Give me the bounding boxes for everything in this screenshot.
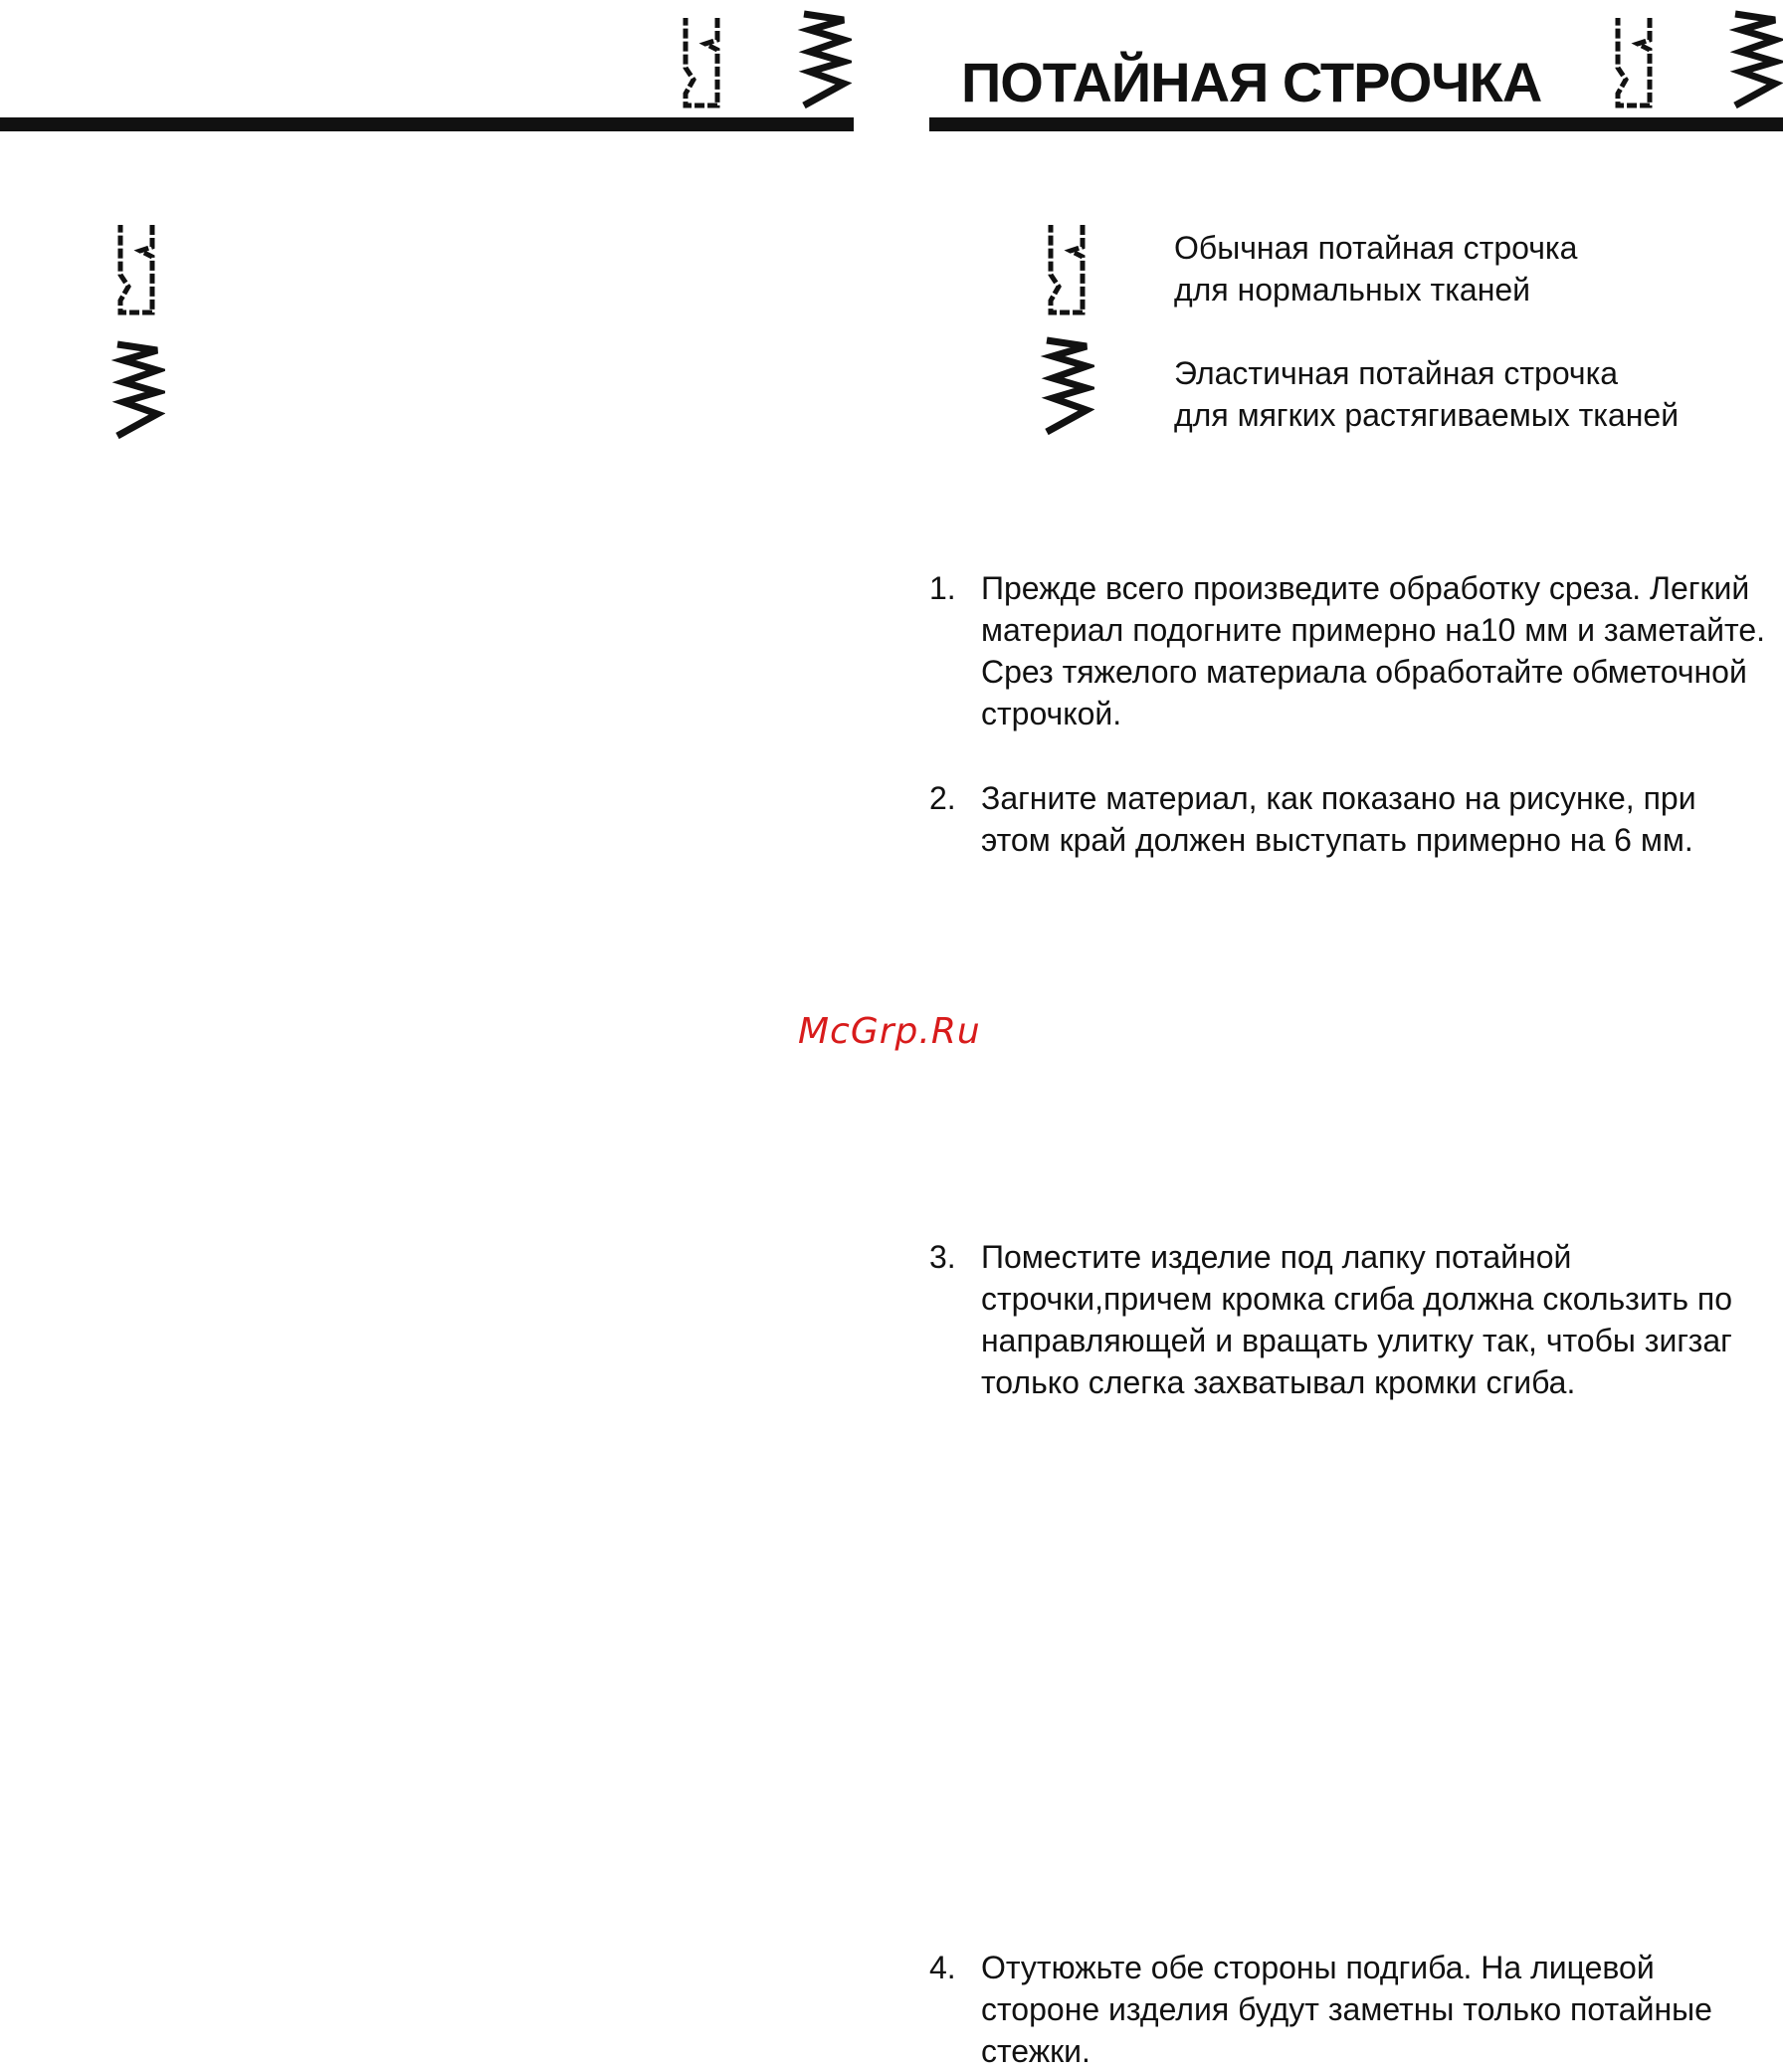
left-header-rule	[0, 117, 854, 131]
page-title: ПОТАЙНАЯ СТРОЧКА	[961, 51, 1542, 113]
blind-stitch-icon	[680, 14, 723, 109]
elastic-blind-stitch-icon	[1727, 10, 1783, 109]
step-number: 3.	[929, 1239, 956, 1275]
step-line: строчкой.	[981, 696, 1122, 731]
step-line: Загните материал, как показано на рисунке, при	[981, 780, 1696, 816]
step-3	[929, 1236, 1783, 1403]
watermark: McGrp.Ru	[798, 1011, 981, 1052]
elastic-blind-stitch-icon	[796, 10, 852, 109]
stitch-description-line: для мягких растягиваемых тканей	[1174, 397, 1680, 433]
step-line: строчки,причем кромка сгиба должна скользить по	[981, 1281, 1733, 1317]
step-line: Поместите изделие под лапку потайной	[981, 1239, 1572, 1275]
step-number: 2.	[929, 780, 956, 816]
stitch-description-normal	[1174, 227, 1577, 311]
step-1	[929, 567, 1783, 734]
elastic-blind-stitch-icon	[1039, 336, 1094, 436]
elastic-blind-stitch-icon	[109, 340, 165, 440]
step-line: только слегка захватывал кромки сгиба.	[981, 1364, 1576, 1400]
blind-stitch-icon	[114, 221, 158, 316]
blind-stitch-icon	[1612, 14, 1656, 109]
step-line: этом край должен выступать примерно на 6 мм.	[981, 822, 1693, 858]
blind-stitch-icon	[1045, 221, 1089, 316]
step-number: 4.	[929, 1950, 956, 1985]
stitch-description-line: Обычная потайная строчка	[1174, 230, 1578, 266]
step-line: стороне изделия будут заметны только потайные	[981, 1991, 1712, 2027]
right-header-rule	[929, 117, 1783, 131]
step-number: 1.	[929, 570, 956, 606]
step-line: материал подогните примерно на10 мм и заметайте.	[981, 612, 1766, 648]
step-line: направляющей и вращать улитку так, чтобы зигзаг	[981, 1323, 1732, 1358]
stitch-description-line: для нормальных тканей	[1174, 272, 1531, 308]
step-line: стежки.	[981, 2033, 1090, 2069]
stitch-description-elastic	[1174, 352, 1679, 436]
step-line: Прежде всего произведите обработку среза. Легкий	[981, 570, 1750, 606]
step-line: Срез тяжелого материала обработайте обметочной	[981, 654, 1747, 690]
step-2	[929, 777, 1783, 861]
step-line: Отутюжьте обе стороны подгиба. На лицевой	[981, 1950, 1655, 1985]
stitch-description-line: Эластичная потайная строчка	[1174, 355, 1619, 391]
step-4	[929, 1947, 1783, 2072]
